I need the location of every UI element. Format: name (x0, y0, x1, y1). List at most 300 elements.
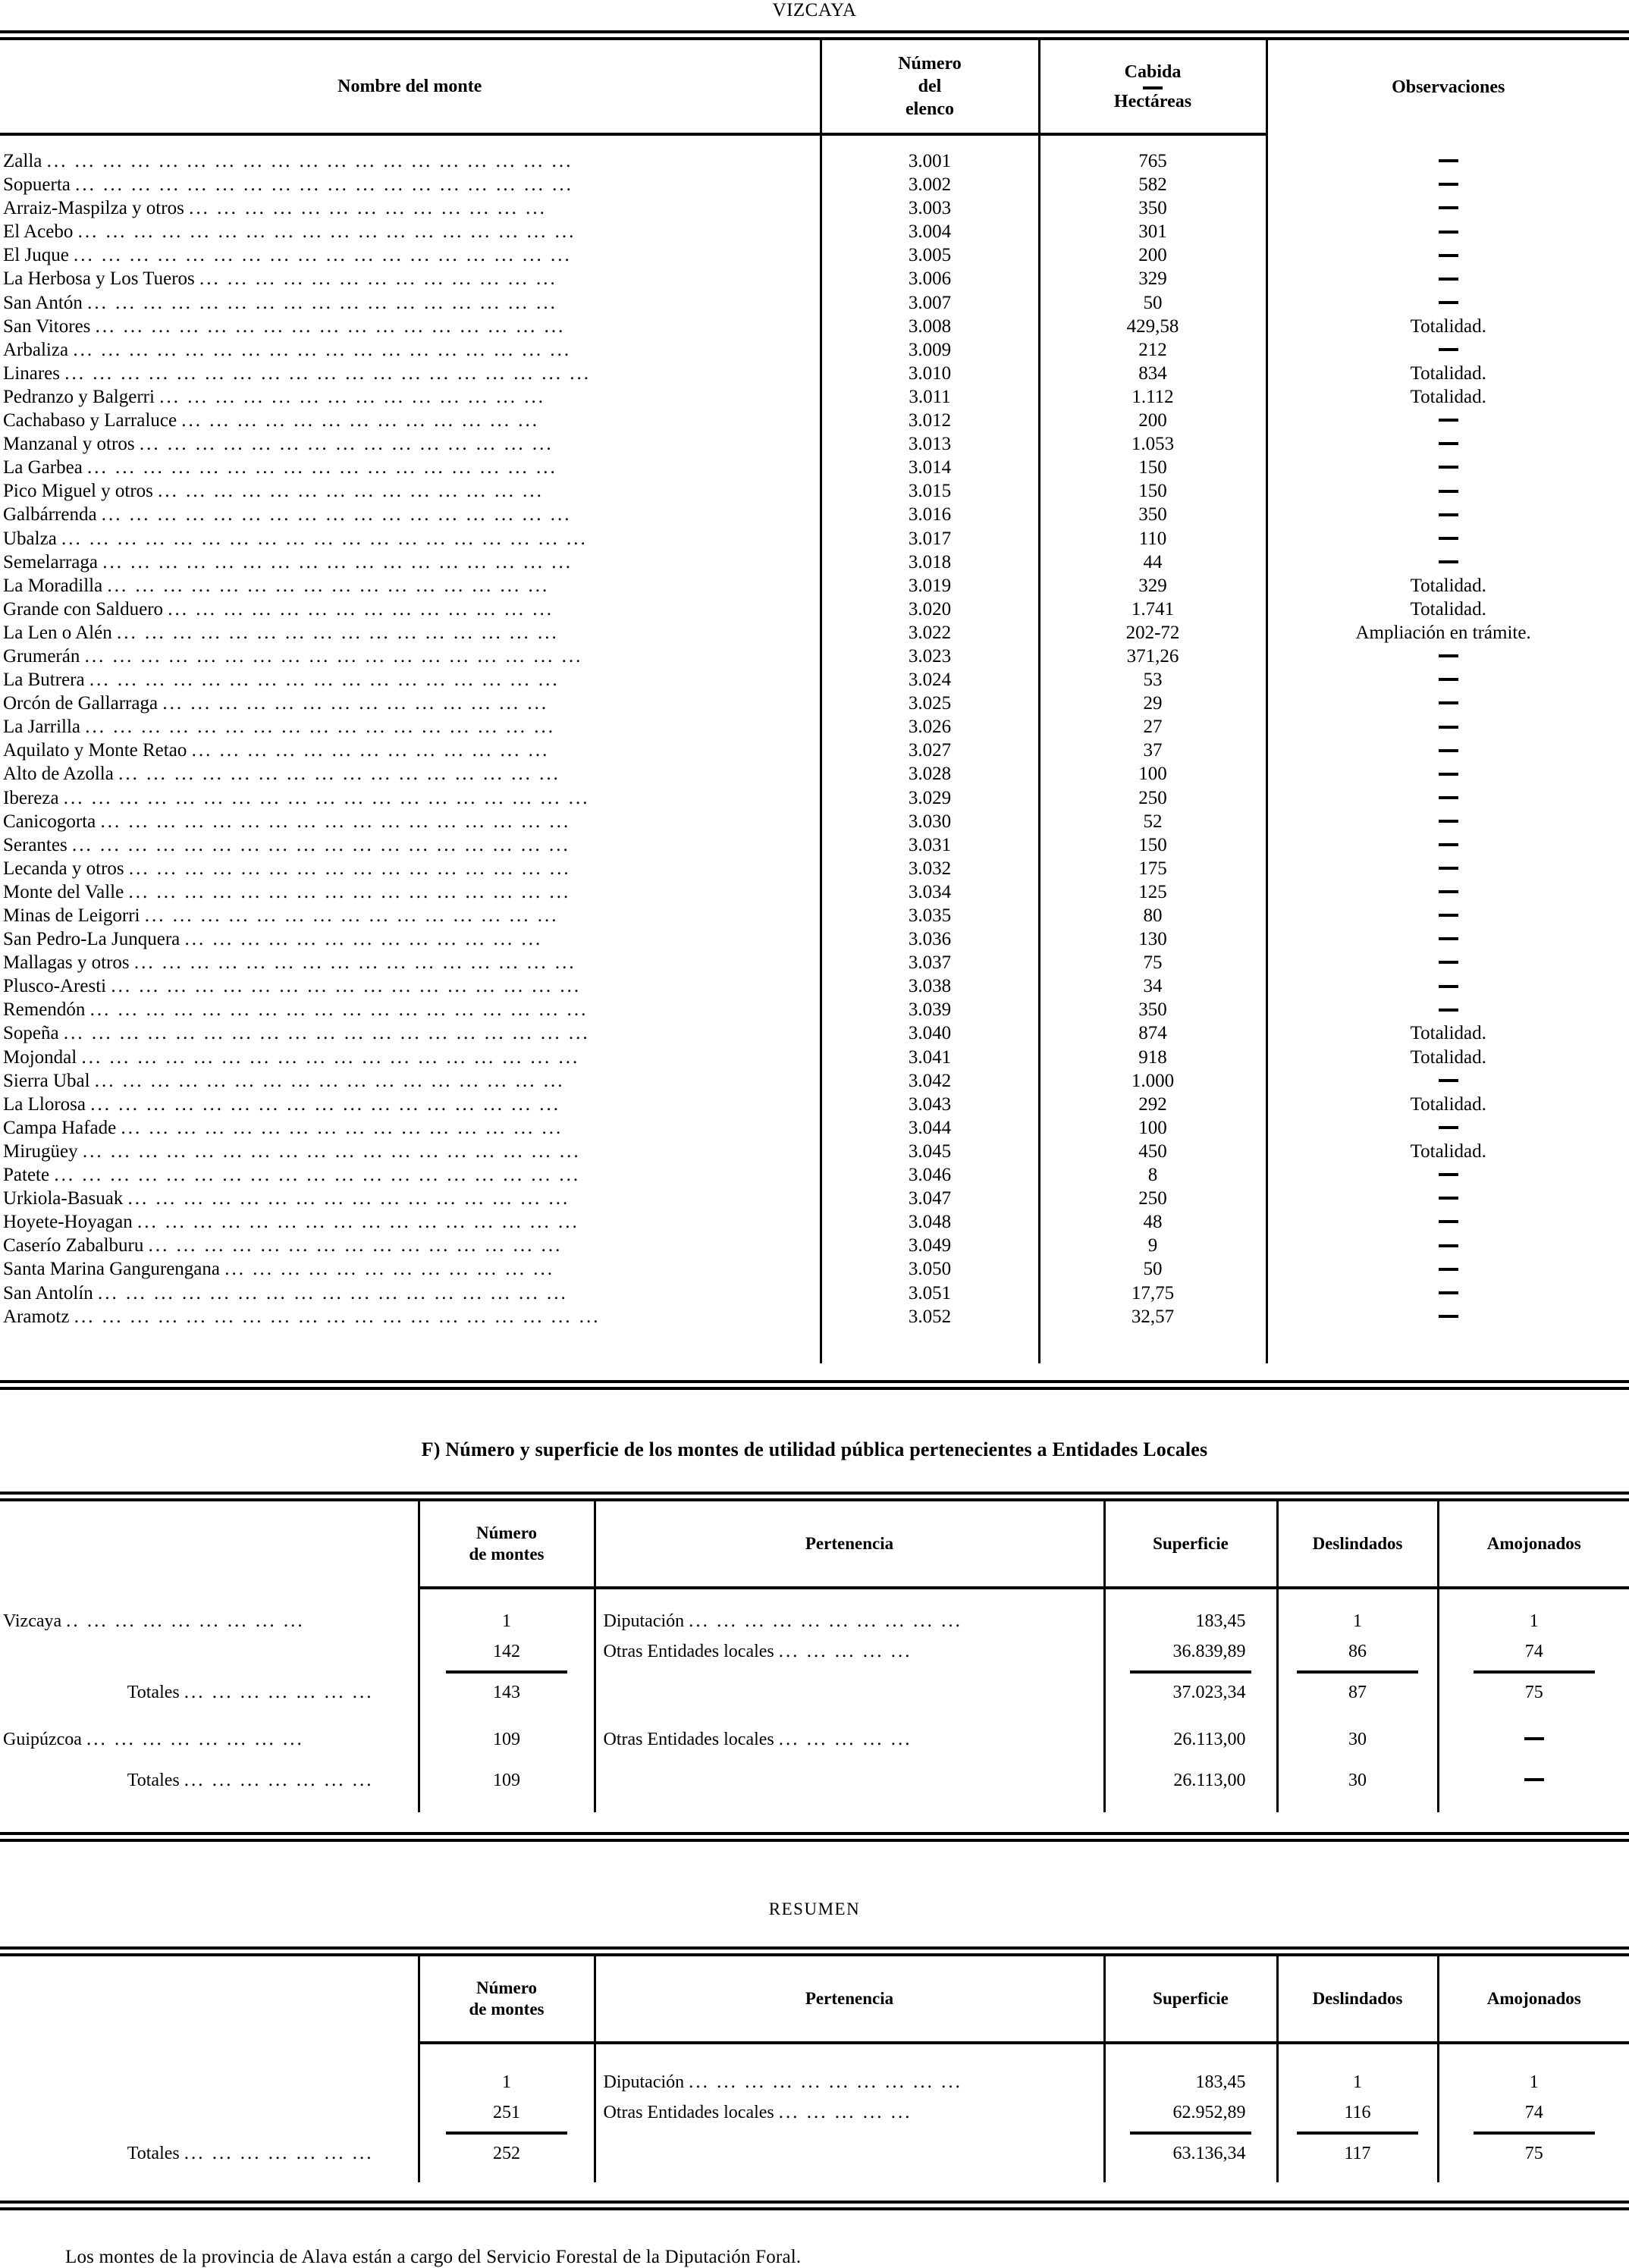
dot-leader: ... ... ... ... ... ... ... ... ... ... ... ... ... ... ... ... ... (94, 1070, 565, 1091)
monte-name: Pico Miguel y otros (3, 481, 159, 502)
provincia-label: Vizcaya (3, 1611, 67, 1631)
dash-icon (1439, 560, 1458, 563)
cabida-hectareas: 9 (1039, 1234, 1266, 1257)
elenco-number: 3.048 (821, 1210, 1039, 1234)
elenco-number: 3.015 (821, 479, 1039, 503)
column-header-numero (821, 40, 1039, 134)
dash-icon (1439, 206, 1458, 209)
cabida-hectareas: 200 (1039, 409, 1266, 432)
cabida-hectareas: 450 (1039, 1140, 1266, 1163)
totales-deslindados: 30 (1277, 1765, 1438, 1796)
dash-icon (1439, 490, 1458, 493)
dash-icon (1439, 419, 1458, 422)
monte-name: Santa Marina Gangurengana (3, 1259, 225, 1280)
column-header-cabida (1039, 40, 1266, 134)
provincia-cell (0, 1724, 419, 1755)
pertenencia-label: Diputación (603, 2072, 689, 2092)
monte-name: Aramotz (3, 1306, 74, 1327)
table1-header-row (0, 40, 1629, 134)
monte-name: Minas de Leigorri (3, 905, 145, 926)
subtotal-rule (1438, 2128, 1629, 2138)
totales-superficie: 26.113,00 (1104, 1765, 1277, 1796)
dot-leader: ... ... ... ... ... (778, 1640, 912, 1661)
observaciones-cell: Totalidad. (1410, 386, 1486, 407)
dot-leader: ... ... ... ... ... ... ... ... ... ... (689, 2071, 962, 2092)
table-row (0, 1636, 1629, 1667)
pertenencia-cell (595, 1606, 1104, 1636)
totales-superficie: 37.023,34 (1104, 1677, 1277, 1708)
monte-name-cell (0, 786, 821, 810)
rule-line (1130, 1670, 1251, 1674)
dash-icon (1439, 678, 1458, 681)
monte-name: Zalla (3, 151, 47, 171)
table-row (0, 810, 1629, 833)
monte-name-cell (0, 527, 821, 551)
pertenencia-cell (595, 1636, 1104, 1667)
table-row (0, 149, 1629, 173)
superficie: 26.113,00 (1104, 1724, 1277, 1755)
dot-leader: ... ... ... ... ... ... ... ... ... ... ... ... ... ... ... ... (121, 1117, 563, 1138)
monte-name-cell (0, 1257, 821, 1281)
subtotal-rule-row (0, 1667, 1629, 1677)
elenco-number: 3.052 (821, 1305, 1039, 1328)
dash-icon (1439, 466, 1458, 469)
spacer-row (0, 2044, 1629, 2067)
dot-leader: ... ... ... ... ... ... ... ... ... ... ... ... ... ... ... ... ... (89, 670, 560, 691)
monte-name: La Herbosa y Los Tueros (3, 268, 200, 290)
observaciones-cell (1266, 904, 1629, 927)
subtotal-rule (419, 2128, 595, 2138)
table-row (0, 432, 1629, 456)
deslindados: 30 (1277, 1724, 1438, 1755)
rule-line (446, 2132, 567, 2135)
monte-name: Grande con Salduero (3, 598, 168, 620)
totales-pertenencia-empty (595, 1765, 1104, 1796)
cabida-hectareas: 350 (1039, 196, 1266, 220)
totales-label: Totales (127, 1770, 184, 1790)
monte-name: La Llorosa (3, 1093, 91, 1115)
table-row (0, 645, 1629, 668)
cabida-hectareas: 53 (1039, 668, 1266, 692)
dot-leader: ... ... ... ... ... ... ... ... ... ... ... ... ... ... ... ... (128, 881, 571, 902)
dash-icon (1439, 183, 1458, 186)
numero-line1: Número (898, 54, 962, 74)
observaciones-cell (1266, 196, 1629, 220)
monte-name-cell (0, 409, 821, 432)
monte-name-cell (0, 621, 821, 645)
elenco-number: 3.017 (821, 527, 1039, 551)
observaciones-cell (1266, 1210, 1629, 1234)
resumen-header-amojonados: Amojonados (1438, 1956, 1629, 2043)
section-f-title: F) Número y superficie de los montes de utilidad pública pertenecientes a Entidades Locales (421, 1438, 1208, 1460)
deslindados: 1 (1277, 2067, 1438, 2097)
cabida-hectareas: 29 (1039, 692, 1266, 715)
monte-name: Mirugüey (3, 1140, 83, 1162)
observaciones-cell (1266, 762, 1629, 786)
monte-name: Orcón de Gallarraga (3, 693, 163, 714)
dash-icon (1439, 1291, 1458, 1294)
observaciones-cell (1266, 739, 1629, 762)
table3-header-row (0, 1956, 1629, 2043)
cabida-hectareas: 125 (1039, 880, 1266, 904)
dash-icon (1439, 513, 1458, 516)
dot-leader: ... ... ... ... ... ... ... ... ... ... ... ... ... ... ... ... ... ... (77, 221, 576, 243)
monte-name-cell (0, 692, 821, 715)
elenco-number: 3.036 (821, 927, 1039, 951)
rule-line (1474, 2132, 1595, 2135)
dash-icon (1439, 1244, 1458, 1247)
table-row (0, 196, 1629, 220)
resumen-header-pertenencia: Pertenencia (595, 1956, 1104, 2043)
observaciones-cell (1266, 1281, 1629, 1305)
observaciones-cell (1266, 456, 1629, 479)
monte-name: San Antolín (3, 1282, 99, 1303)
elenco-number: 3.038 (821, 974, 1039, 998)
cabida-hectareas: 874 (1039, 1021, 1266, 1045)
table-row (0, 385, 1629, 409)
elenco-number: 3.031 (821, 833, 1039, 857)
observaciones-cell (1266, 1163, 1629, 1187)
observaciones-cell: Totalidad. (1410, 1023, 1486, 1044)
dot-leader: ... ... ... ... ... ... ... ... ... ... ... ... ... ... (159, 386, 545, 407)
dash-icon (1439, 442, 1458, 445)
monte-name: El Acebo (3, 221, 78, 243)
totales-deslindados: 117 (1277, 2138, 1438, 2169)
cabida-hectareas: 1.053 (1039, 432, 1266, 456)
table-row (0, 739, 1629, 762)
observaciones-cell (1266, 857, 1629, 880)
dash-icon (1439, 1268, 1458, 1271)
dot-leader: ... ... ... ... ... ... ... ... ... ... ... ... (224, 1259, 554, 1280)
cabida-hectareas: 301 (1039, 220, 1266, 243)
observaciones-cell (1266, 786, 1629, 810)
rule-line (446, 1670, 567, 1674)
subtotal-rule (1438, 1667, 1629, 1677)
dash-icon (1439, 278, 1458, 281)
totales-amojonados: 75 (1438, 2138, 1629, 2169)
pertenencia-label: Otras Entidades locales (603, 1729, 779, 1749)
table-row (0, 456, 1629, 479)
elenco-number: 3.007 (821, 291, 1039, 315)
cabida-hectareas: 34 (1039, 974, 1266, 998)
cabida-hectareas: 150 (1039, 456, 1266, 479)
amojonados: 74 (1438, 2097, 1629, 2128)
elenco-number: 3.040 (821, 1021, 1039, 1045)
monte-name-cell (0, 880, 821, 904)
table-row (0, 1606, 1629, 1636)
totales-pertenencia-empty (595, 2138, 1104, 2169)
observaciones-cell (1266, 479, 1629, 503)
cabida-hectareas: 1.741 (1039, 598, 1266, 621)
table-row (0, 479, 1629, 503)
subtotal-rule (419, 1755, 595, 1765)
cabida-hectareas: 50 (1039, 1257, 1266, 1281)
monte-name: Sopeña (3, 1023, 64, 1044)
subtotal-rule (1277, 1667, 1438, 1677)
dot-leader: ... ... ... ... ... ... ... (184, 2142, 374, 2163)
elenco-number: 3.013 (821, 432, 1039, 456)
cabida-hectareas: 212 (1039, 338, 1266, 362)
elenco-number: 3.005 (821, 243, 1039, 267)
dot-leader: ... ... ... ... ... ... ... ... ... ... ... ... ... (181, 410, 540, 431)
dash-icon (1439, 843, 1458, 846)
dot-leader: ... ... ... ... ... ... ... (184, 1769, 374, 1790)
subtotal-rule (595, 2128, 1104, 2138)
dash-icon (1439, 1220, 1458, 1223)
monte-name-cell (0, 196, 821, 220)
monte-name: Canicogorta (3, 811, 101, 832)
resumen-header-deslindados: Deslindados (1277, 1956, 1438, 2043)
observaciones-cell (1266, 1234, 1629, 1257)
dot-leader: ... ... ... ... ... ... ... ... ... ... ... ... ... ... ... (148, 1235, 563, 1256)
dot-leader: ... ... ... ... ... ... ... ... ... ... ... ... ... ... (168, 598, 554, 620)
elenco-number: 3.027 (821, 739, 1039, 762)
observaciones-cell (1266, 173, 1629, 196)
cabida-hectareas: 48 (1039, 1210, 1266, 1234)
deslindados: 116 (1277, 2097, 1438, 2128)
deslindados: 1 (1277, 1606, 1438, 1636)
cabida-hectareas: 50 (1039, 291, 1266, 315)
dash-icon (1439, 537, 1458, 540)
elenco-number: 3.039 (821, 998, 1039, 1021)
table-row (0, 551, 1629, 574)
dash-icon (1439, 985, 1458, 988)
monte-name-cell (0, 1069, 821, 1093)
table-row (0, 998, 1629, 1021)
elenco-number: 3.012 (821, 409, 1039, 432)
dash-icon (1524, 1737, 1544, 1740)
montes-table (0, 40, 1629, 1363)
dash-icon (1439, 654, 1458, 657)
monte-name: Mojondal (3, 1046, 82, 1068)
elenco-number: 3.025 (821, 692, 1039, 715)
monte-name-cell (0, 1163, 821, 1187)
table-row (0, 1257, 1629, 1281)
monte-name: Campa Hafade (3, 1117, 121, 1138)
cabida-hectareas: 100 (1039, 762, 1266, 786)
cabida-hectareas: 75 (1039, 951, 1266, 974)
dot-leader: ... ... ... ... ... ... ... ... ... ... ... ... ... ... ... ... ... (90, 1093, 560, 1115)
dot-leader: ... ... ... ... ... ... ... ... ... ... ... ... ... ... ... ... ... (102, 551, 573, 572)
elenco-number: 3.011 (821, 385, 1039, 409)
monte-name: La Len o Alén (3, 622, 117, 643)
observaciones-cell (1266, 1257, 1629, 1281)
dot-leader: ... ... ... ... ... ... ... ... ... ... ... ... ... (199, 268, 557, 290)
dash-icon (1439, 348, 1458, 351)
observaciones-cell (1266, 291, 1629, 315)
elenco-number: 3.016 (821, 503, 1039, 526)
dot-leader: ... ... ... ... ... (778, 1728, 912, 1749)
elenco-number: 3.010 (821, 362, 1039, 385)
dot-leader: ... ... ... ... ... ... ... ... ... ... ... ... ... ... ... ... ... ... (82, 1140, 581, 1162)
dot-leader: ... ... ... ... ... ... ... ... ... ... ... ... ... ... ... ... ... ... ... (46, 151, 573, 171)
table-row (0, 338, 1629, 362)
elenco-number: 3.042 (821, 1069, 1039, 1093)
totales-label: Totales (127, 1682, 184, 1702)
numero-line2: del (918, 77, 942, 96)
column-header-nombre: Nombre del monte (0, 40, 821, 134)
numero-montes: 1 (419, 2067, 595, 2097)
cabida-hectareas: 834 (1039, 362, 1266, 385)
dot-leader: ... ... ... ... ... ... ... ... ... ... ... ... ... ... ... ... ... (98, 1282, 568, 1303)
monte-name: La Jarrilla (3, 717, 86, 738)
table-row (0, 927, 1629, 951)
dash-icon (1439, 1126, 1458, 1129)
table-row (0, 833, 1629, 857)
dot-leader: ... ... ... ... ... ... ... ... ... ... ... ... ... ... ... ... ... (95, 315, 566, 337)
pertenencia-cell (595, 1724, 1104, 1755)
monte-name-cell (0, 739, 821, 762)
monte-name: Remendón (3, 999, 90, 1021)
cabida-hectareas: 27 (1039, 715, 1266, 739)
dash-icon (1439, 914, 1458, 917)
em-dash-icon (1143, 86, 1163, 89)
elenco-number: 3.003 (821, 196, 1039, 220)
totales-label: Totales (127, 2143, 184, 2163)
dot-leader: ... ... ... ... ... ... ... ... ... ... ... ... ... ... ... ... (118, 764, 560, 785)
observaciones-cell (1266, 220, 1629, 243)
elenco-number: 3.049 (821, 1234, 1039, 1257)
provincia-label: Guipúzcoa (3, 1729, 86, 1749)
dot-leader: ... ... ... ... ... ... ... ... ... ... ... ... ... ... (158, 481, 544, 502)
monte-name-cell (0, 574, 821, 598)
cabida-hectareas: 37 (1039, 739, 1266, 762)
rule-line (1297, 2132, 1418, 2135)
table-row (0, 527, 1629, 551)
cabida-hectareas: 100 (1039, 1116, 1266, 1140)
cabida-hectareas: 250 (1039, 786, 1266, 810)
monte-name-cell (0, 173, 821, 196)
elenco-number: 3.035 (821, 904, 1039, 927)
cabida-hectareas: 80 (1039, 904, 1266, 927)
dot-leader: ... ... ... ... ... ... ... ... ... ... ... ... ... ... ... ... ... ... (71, 834, 570, 855)
monte-name-cell (0, 551, 821, 574)
dot-leader: ... ... ... ... ... (778, 2101, 912, 2122)
dot-leader: ... ... ... ... ... ... ... ... ... ... (689, 1610, 962, 1631)
dash-icon (1439, 254, 1458, 257)
dash-icon (1439, 701, 1458, 704)
elenco-number: 3.032 (821, 857, 1039, 880)
dot-leader: ... ... ... ... ... ... ... ... ... ... ... ... ... ... ... ... ... (100, 811, 571, 832)
observaciones-cell (1266, 668, 1629, 692)
totales-label-cell (0, 1677, 419, 1708)
monte-name-cell (0, 833, 821, 857)
numero-montes: 109 (419, 1724, 595, 1755)
elenco-number: 3.004 (821, 220, 1039, 243)
numero-montes: 1 (419, 1606, 595, 1636)
table3-top-rule (0, 1946, 1629, 1956)
totales-pertenencia-empty (595, 1677, 1104, 1708)
table-row (0, 291, 1629, 315)
observaciones-cell: Totalidad. (1410, 1046, 1486, 1068)
observaciones-cell (1266, 1305, 1629, 1328)
dash-icon (1439, 867, 1458, 870)
subtotal-rule (595, 1755, 1104, 1765)
monte-name: Plusco-Aresti (3, 976, 111, 997)
elenco-number: 3.009 (821, 338, 1039, 362)
monte-name-cell (0, 338, 821, 362)
elenco-number: 3.024 (821, 668, 1039, 692)
monte-name-cell (0, 479, 821, 503)
dot-leader: ... ... ... ... ... ... ... ... ... ... ... ... ... ... ... ... ... ... ... (64, 362, 591, 384)
dot-leader: ... ... ... ... ... ... ... ... ... ... ... ... ... ... ... ... ... (85, 717, 556, 738)
totales-row (0, 2138, 1629, 2169)
table-row (0, 1093, 1629, 1116)
dash-icon (1439, 726, 1458, 729)
monte-name: Ubalza (3, 528, 62, 549)
numero-montes: 251 (419, 2097, 595, 2128)
observaciones-cell (1266, 409, 1629, 432)
monte-name: Galbárrenda (3, 504, 102, 525)
table2-top-rule (0, 1492, 1629, 1501)
pertenencia-label: Otras Entidades locales (603, 1641, 779, 1661)
table-row (0, 1281, 1629, 1305)
monte-name-cell (0, 1021, 821, 1045)
subtotal-rule (1277, 1755, 1438, 1765)
monte-name: Mallagas y otros (3, 952, 134, 974)
monte-name: Semelarraga (3, 551, 103, 572)
superficie: 183,45 (1104, 1606, 1277, 1636)
totales-numero-montes: 143 (419, 1677, 595, 1708)
monte-name: San Antón (3, 292, 88, 313)
dot-leader: ... ... ... ... ... ... ... ... ... ... ... ... ... ... ... ... (107, 575, 550, 596)
cabida-hectareas: 292 (1039, 1093, 1266, 1116)
rule-line (1297, 1670, 1418, 1674)
amojonados (1438, 1724, 1629, 1755)
monte-name-cell (0, 1046, 821, 1069)
monte-name: San Pedro-La Junquera (3, 929, 185, 950)
table-row (0, 692, 1629, 715)
table-row (0, 1234, 1629, 1257)
table-row (0, 1116, 1629, 1140)
table1-top-rule (0, 30, 1629, 40)
table-row (0, 974, 1629, 998)
resumen-numero-line1: Número (476, 1978, 538, 1997)
observaciones-cell (1266, 998, 1629, 1021)
elenco-number: 3.028 (821, 762, 1039, 786)
cabida-hectareas: 52 (1039, 810, 1266, 833)
resumen-header-numero-montes (419, 1956, 595, 2043)
monte-name-cell (0, 810, 821, 833)
dash-icon (1524, 1778, 1544, 1781)
observaciones-cell (1266, 974, 1629, 998)
dot-leader: ... ... ... ... ... ... ... ... ... ... ... ... ... ... ... ... (116, 622, 559, 643)
elenco-number: 3.020 (821, 598, 1039, 621)
monte-name: Manzanal y otros (3, 434, 140, 455)
subtotal-rule (1104, 2128, 1277, 2138)
monte-name: Linares (3, 362, 65, 384)
table1-tail-row (0, 1328, 1629, 1363)
numero-montes-line2: de montes (469, 1544, 545, 1564)
observaciones-cell (1266, 645, 1629, 668)
dash-icon (1439, 1079, 1458, 1082)
resumen-header-superficie: Superficie (1104, 1956, 1277, 2043)
elenco-number: 3.008 (821, 315, 1039, 338)
dot-leader: ... ... ... ... ... ... ... ... ... ... ... ... ... ... ... ... ... ... ... (61, 528, 588, 549)
monte-name: Sierra Ubal (3, 1070, 95, 1091)
monte-name-cell (0, 243, 821, 267)
province-title: VIZCAYA (772, 0, 857, 20)
elenco-number: 3.030 (821, 810, 1039, 833)
cabida-hectareas: 175 (1039, 857, 1266, 880)
deslindados: 86 (1277, 1636, 1438, 1667)
monte-name-cell (0, 291, 821, 315)
dot-leader: ... ... ... ... ... ... ... ... ... ... ... ... ... ... ... ... ... (111, 976, 582, 997)
totales-deslindados: 87 (1277, 1677, 1438, 1708)
entidades-locales-table (0, 1501, 1629, 1812)
monte-name: Patete (3, 1165, 55, 1186)
table-row (0, 857, 1629, 880)
